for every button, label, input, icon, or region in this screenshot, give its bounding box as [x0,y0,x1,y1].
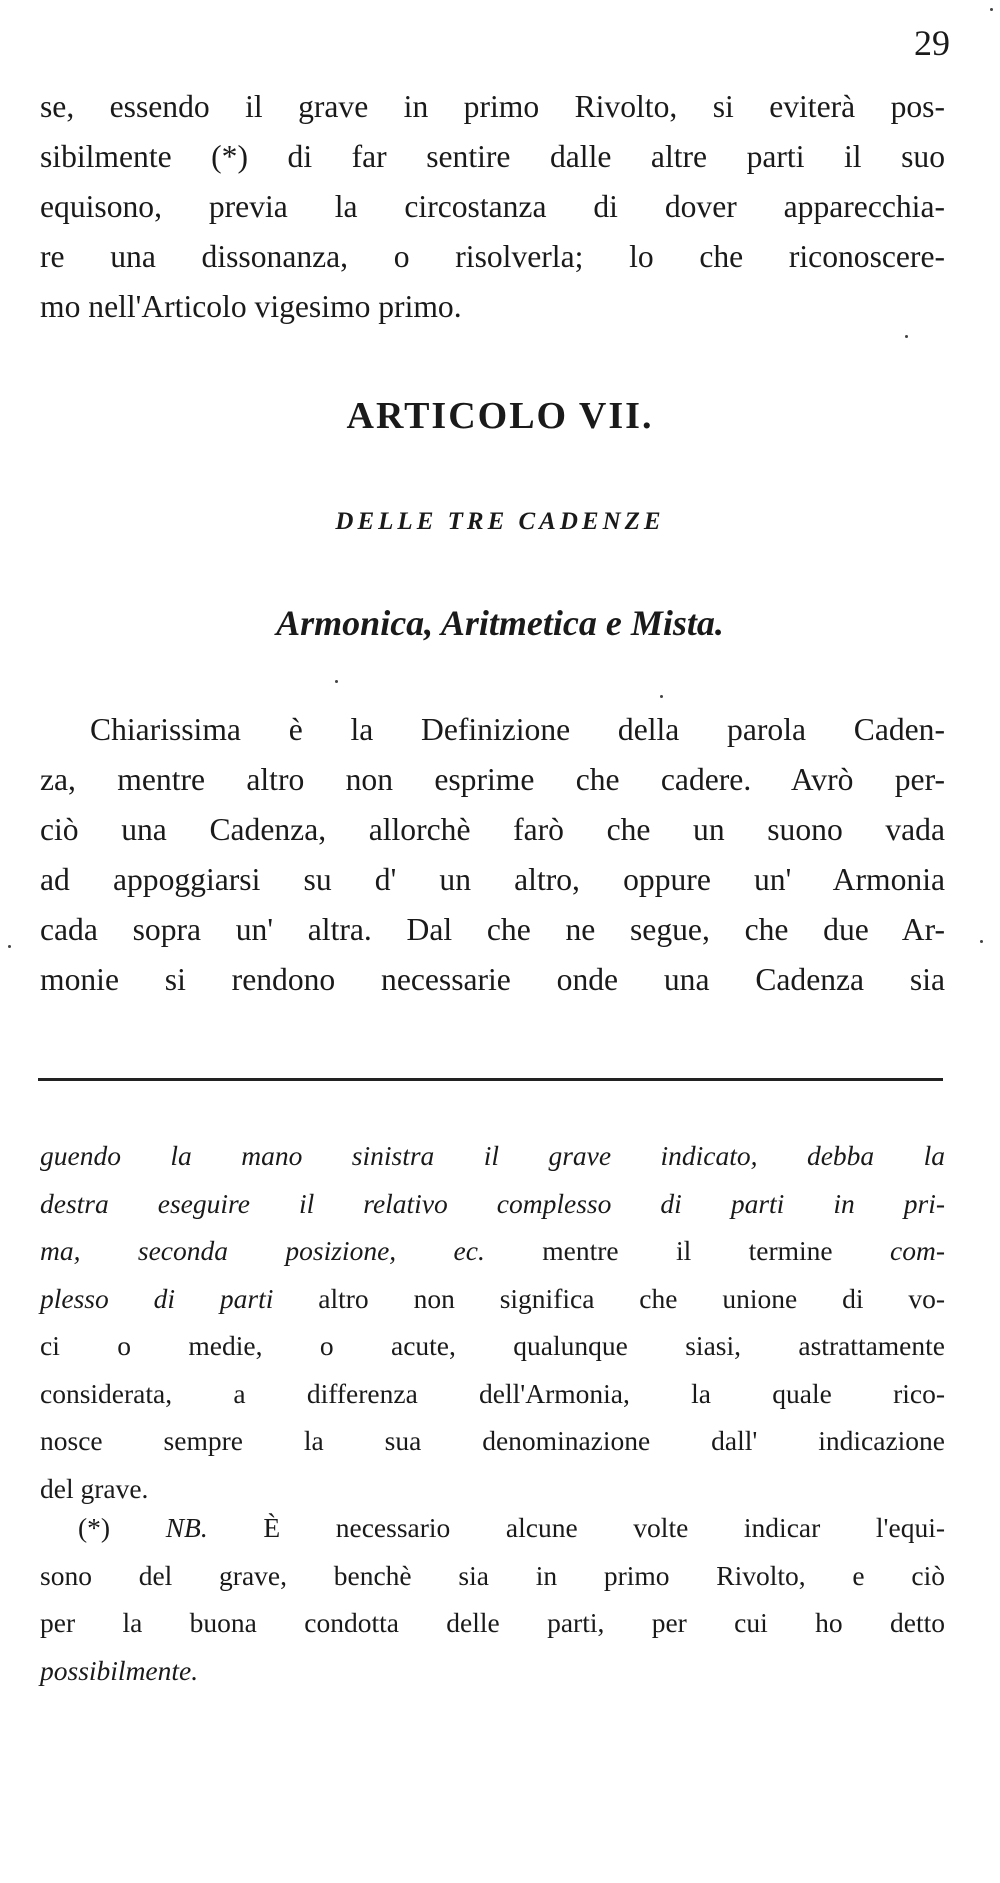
roman-run: È necessario alcune volte indicar l'equi- [207,1512,945,1543]
print-speck [990,8,993,11]
text-line: equisono, previa la circostanza di dover apparecchia- [40,189,945,224]
italic-run: plesso di parti [40,1282,274,1314]
text-line: ad appoggiarsi su d' un altro, oppure un' Armonia [40,862,945,897]
footnote-line: considerata, a differenza dell'Armonia, la quale rico- [40,1377,945,1409]
footnote-line: sono del grave, benchè sia in primo Rivolto, e ciò [40,1559,945,1591]
section-subtitle: DELLE TRE CADENZE [335,508,665,535]
footnote-divider [38,1078,943,1081]
article-title: ARTICOLO VII. [346,395,654,437]
nb-label: NB. [165,1512,208,1543]
footnote-nb [40,1504,945,1694]
paragraph-definition [40,705,945,1005]
footnote-line: destra eseguire il relativo complesso di parti in pri- [40,1187,945,1219]
footnote-line: possibilmente. [40,1654,199,1686]
italic-run: ma, seconda posizione, ec. [40,1235,485,1266]
italic-run: com- [890,1235,945,1266]
footnote-marker: (*) [78,1512,166,1543]
footnote-line: guendo la mano sinistra il grave indicato, debba la [40,1140,945,1171]
text-line: re una dissonanza, o risolverla; lo che riconoscere- [40,239,945,274]
print-speck [905,335,908,338]
print-speck [980,940,983,943]
page-number: 29 [914,23,950,63]
text-line: cada sopra un' altra. Dal che ne segue, che due Ar- [40,912,945,947]
footnote-line [40,1504,945,1552]
section-subsubtitle: Armonica, Aritmetica e Mista. [276,603,724,643]
footnote-line: del grave. [40,1472,149,1504]
paragraph-continuation [40,82,945,332]
footnote-continuation [40,1132,945,1512]
print-speck [660,695,663,698]
text-line: Chiarissima è la Definizione della parola Caden- [90,712,945,747]
text-line: sibilmente (*) di far sentire dalle altre parti il suo [40,139,945,174]
footnote-line: ci o medie, o acute, qualunque siasi, astrattamente [40,1330,945,1361]
footnote-line [40,1275,945,1323]
footnote-line: per la buona condotta delle parti, per cui ho detto [40,1607,945,1638]
print-speck [335,680,338,683]
text-line: mo nell'Articolo vigesimo primo. [40,289,462,324]
roman-run: altro non significa che unione di vo- [273,1282,945,1314]
print-speck [8,945,11,948]
footnote-line [40,1227,945,1275]
text-line: za, mentre altro non esprime che cadere. Avrò per- [40,762,945,797]
text-line: se, essendo il grave in primo Rivolto, si eviterà pos- [40,89,945,124]
text-line: ciò una Cadenza, allorchè farò che un suono vada [40,812,945,847]
text-line: monie si rendono necessarie onde una Cadenza sia [40,962,945,997]
footnote-line: nosce sempre la sua denominazione dall' indicazione [40,1425,945,1456]
roman-run: mentre il termine [484,1235,891,1266]
